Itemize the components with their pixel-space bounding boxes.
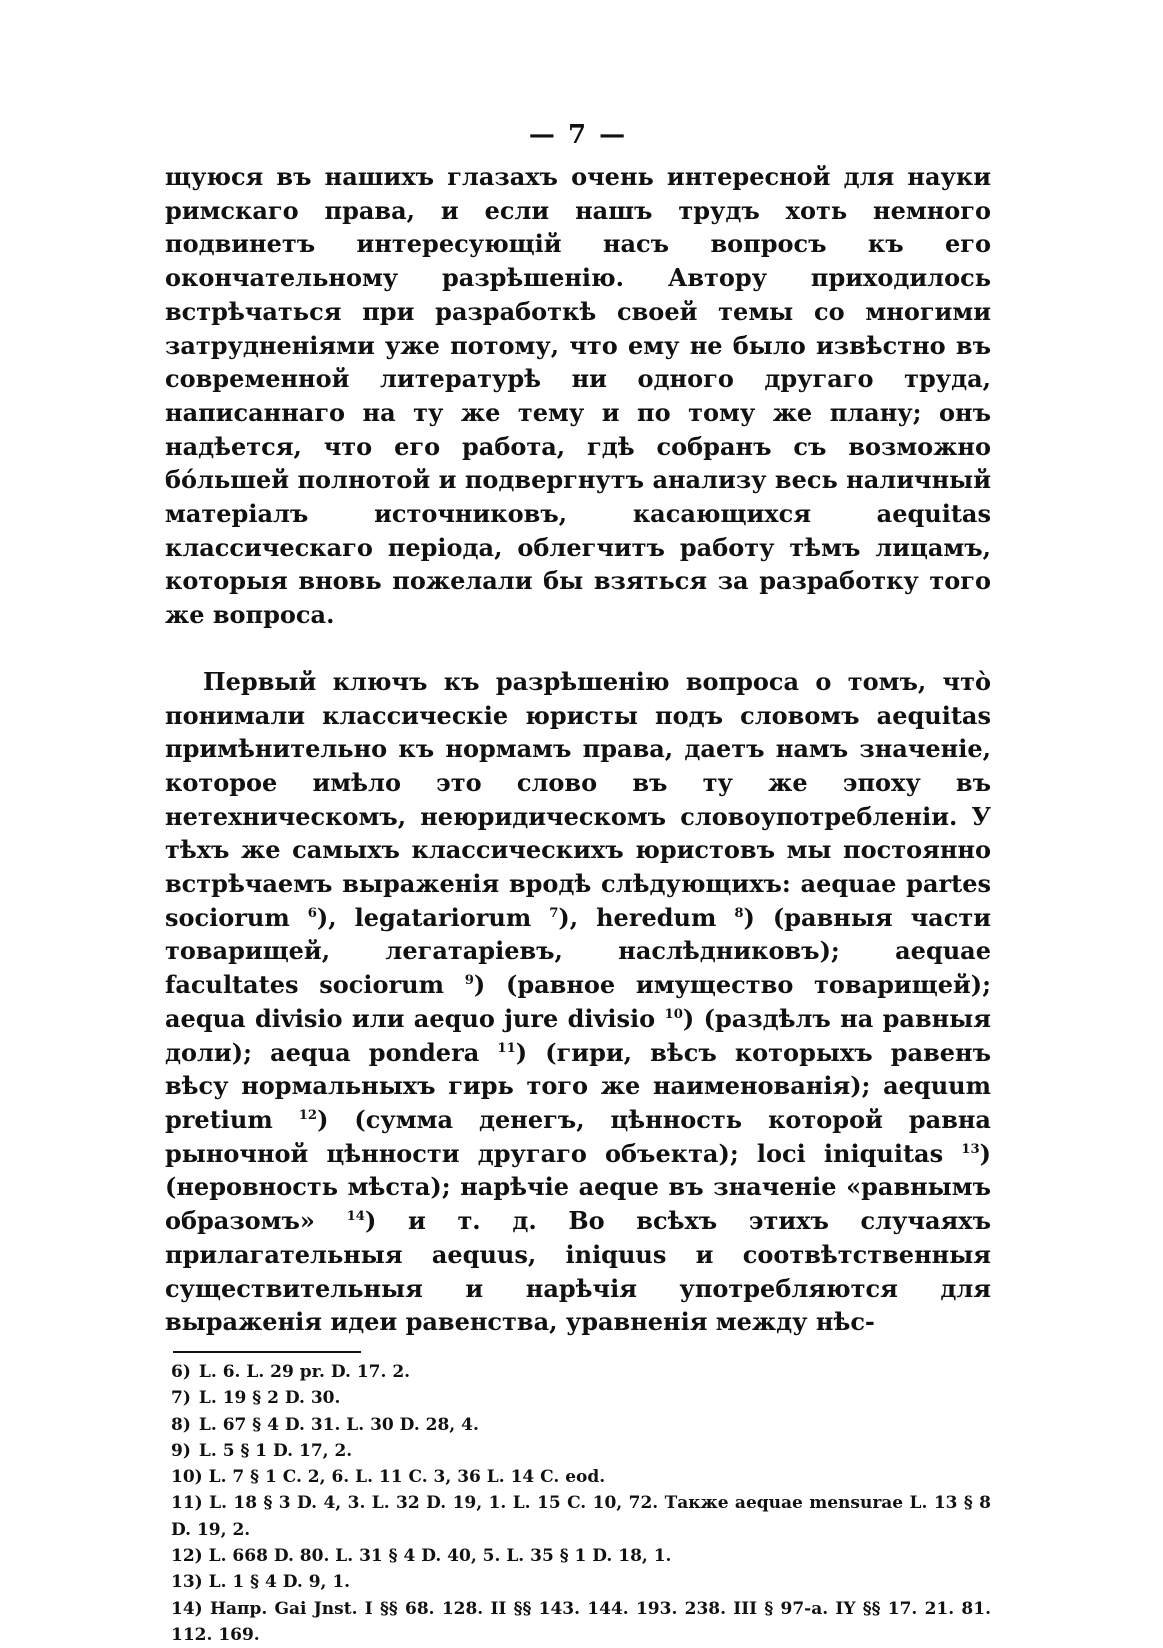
footnote <box>165 1596 991 1648</box>
footnote-reference: 6 <box>307 905 317 921</box>
body-text <box>165 160 991 1339</box>
footnote-text: L. 668 D. 80. L. 31 § 4 D. 40, 5. L. 35 § 1 D. 18, 1. <box>208 1545 672 1566</box>
footnote <box>165 1359 991 1385</box>
footnote <box>165 1385 991 1411</box>
footnote-text: L. 67 § 4 D. 31. L. 30 D. 28, 4. <box>198 1414 479 1435</box>
footnote-divider <box>173 1351 361 1353</box>
paragraph <box>165 665 991 1339</box>
text-segment: ), heredum <box>558 902 735 932</box>
text-segment: ) (гири, вѣсъ которыхъ равенъ вѣсу нормальныхъ гирь того же наименованія); aequum pretium <box>165 1037 991 1134</box>
text-segment: ) (неровность мѣста); нарѣчіе aeque въ значеніе «равнымъ образомъ» <box>165 1138 991 1236</box>
footnote-reference: 10 <box>664 1006 683 1022</box>
footnote <box>165 1490 991 1543</box>
text-segment: ) (равное имущество товарищей); aequa divisio или aequo jure divisio <box>165 970 991 1033</box>
footnote-reference: 9 <box>464 973 474 989</box>
text-segment: ) (сумма денегъ, цѣнность которой равна рыночной цѣнности другаго объекта); loci iniquitas <box>165 1104 991 1168</box>
footnote-text: L. 18 § 3 D. 4, 3. L. 32 D. 19, 1. L. 15 C. 10, 72. Также aequae mensurae L. 13 § 8 D. 19, 2. <box>171 1493 992 1540</box>
footnote-reference: 12 <box>298 1107 318 1123</box>
footnote <box>165 1438 991 1464</box>
footnote <box>165 1412 991 1438</box>
footnote-reference: 7 <box>549 905 559 921</box>
page-content <box>165 120 991 1648</box>
footnotes <box>165 1359 991 1648</box>
footnote-reference: 13 <box>961 1141 980 1157</box>
page-number: — 7 — <box>528 120 628 150</box>
footnote-text: L. 7 § 1 C. 2, 6. L. 11 C. 3, 36 L. 14 C. eod. <box>208 1467 606 1488</box>
footnote-reference: 8 <box>734 905 744 921</box>
footnote-mark: 12) <box>171 1545 203 1566</box>
footnote-mark: 8) <box>171 1414 191 1435</box>
footnote-mark: 7) <box>171 1388 191 1409</box>
text-segment: ) и т. д. Во всѣхъ этихъ случаяхъ прилагательныя aequus, iniquus и соотвѣтственныя существительныя и нарѣчія употребляются для выраженія идеи равенства, уравненія между нѣс- <box>165 1206 991 1337</box>
footnote <box>165 1464 991 1490</box>
text-segment: ), legatariorum <box>316 902 550 932</box>
text-segment: ) (равныя части товарищей, легатаріевъ, наслѣдниковъ); aequae facultates sociorum <box>165 902 991 1000</box>
footnote-text: L. 6. L. 29 pr. D. 17. 2. <box>198 1361 411 1382</box>
footnote-mark: 14) <box>171 1598 203 1619</box>
footnote-mark: 9) <box>171 1440 191 1461</box>
text-segment: ) (раздѣлъ на равныя доли); aequa pondera <box>165 1003 992 1067</box>
footnote-text: L. 19 § 2 D. 30. <box>198 1388 341 1409</box>
footnote-mark: 13) <box>171 1572 203 1593</box>
footnote-reference: 14 <box>346 1209 365 1225</box>
footnote <box>165 1543 991 1569</box>
footnote-mark: 11) <box>171 1493 203 1514</box>
paragraph: щуюся въ нашихъ глазахъ очень интересной для науки римскаго права, и если нашъ трудъ хоть немного подвинетъ интересующій насъ вопросъ къ его окончательному разрѣшенію. Автору приходилось встрѣчаться при разработкѣ своей темы со многими затрудненіями уже потому, что ему не было извѣстно въ современной литературѣ ни одного другаго труда, написаннаго на ту же тему и по тому же плану; онъ надѣется, что его работа, гдѣ собранъ съ возможно бо́льшей полнотой и подвергнутъ анализу весь наличный матеріалъ источниковъ, касающихся aequitas классическаго періода, облегчитъ работу тѣмъ лицамъ, которыя вновь пожелали бы взяться за разработку того же вопроса. <box>165 162 991 630</box>
footnote-text: L. 1 § 4 D. 9, 1. <box>208 1572 351 1593</box>
footnote-text: Напр. Gai Jnst. I §§ 68. 128. II §§ 143. 144. 193. 238. III § 97-a. IY §§ 17. 21. 81. 112. 169. <box>171 1598 991 1645</box>
footnote <box>165 1569 991 1595</box>
footnote-mark: 10) <box>171 1467 203 1488</box>
footnote-text: L. 5 § 1 D. 17, 2. <box>198 1440 353 1461</box>
footnote-mark: 6) <box>171 1361 191 1382</box>
text-segment: Первый ключъ къ разрѣшенію вопроса о томъ, что̀ понимали классическіе юристы подъ словомъ aequitas примѣнительно къ нормамъ права, даетъ намъ значеніе, которое имѣло это слово въ ту же эпоху въ нетехническомъ, неюридическомъ словоупотребленіи. У тѣхъ же самыхъ классическихъ юристовъ мы постоянно встрѣчаемъ выраженія вродѣ слѣдующихъ: aequae partes sociorum <box>165 666 991 932</box>
footnote-reference: 11 <box>497 1040 516 1056</box>
